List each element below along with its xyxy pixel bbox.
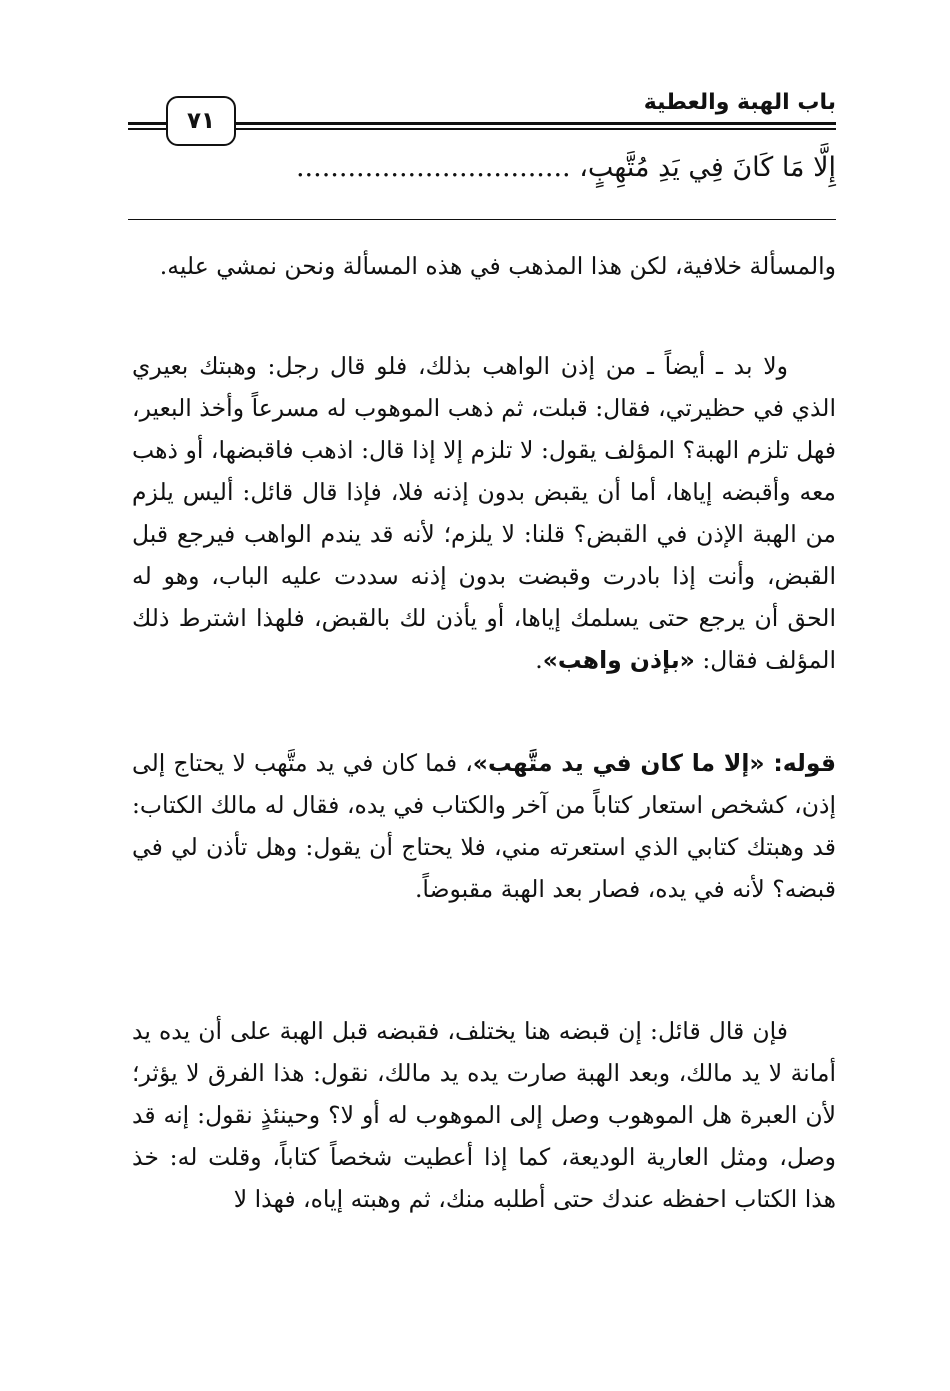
paragraph-text: والمسألة خلافية، لكن هذا المذهب في هذه المسألة ونحن نمشي عليه.	[159, 252, 836, 280]
page-number-box	[166, 96, 236, 146]
paragraph-2	[132, 345, 836, 681]
paragraph-text	[132, 345, 836, 681]
page-number: ٧١	[186, 108, 216, 134]
paragraph-body: ، فما كان في يد متَّهب لا يحتاج إلى إذن، كشخص استعار كتاباً من آخر والكتاب في يده، فقال له مالك الكتاب: قد وهبتك كتابي الذي استعرته مني، فلا يحتاج أن يقول: وهل تأذن لي في قبضه؟ لأنه في يده، فصار بعد الهبة مقبوضاً.	[132, 749, 836, 903]
paragraph-1	[132, 245, 836, 287]
matn-line	[116, 152, 836, 183]
matn-separator	[128, 219, 836, 220]
matn-dots: ................................	[295, 152, 571, 183]
matn-text: إِلَّا مَا كَانَ فِي يَدِ مُتَّهِبٍ،	[579, 152, 836, 183]
chapter-title: باب الهبة والعطية	[643, 90, 836, 115]
paragraph-text	[132, 742, 836, 910]
header-rule-left-top	[128, 122, 166, 125]
header-rule-left-bottom	[128, 128, 166, 130]
header-rule-right-top	[234, 122, 836, 125]
paragraph-text-after: .	[535, 646, 543, 674]
paragraph-text-before: ولا بد ـ أيضاً ـ من إذن الواهب بذلك، فلو قال رجل: وهبتك بعيري الذي في حظيرتي، فقال: قبلت، ثم ذهب الموهوب له مسرعاً وأخذ البعير، فهل تلزم الهبة؟ المؤلف يقول: لا تلزم إلا إذا قال: اذهب فاقبضها، أو ذهب معه وأقبضه إياها، أما أن يقبض بدون إذنه فلا، فإذا قال قائل: أليس يلزم من الهبة الإذن في القبض؟ قلنا: لا يلزم؛ لأنه قد يندم الواهب فيرجع قبل القبض، وأنت إذا بادرت وقبضت بدون إذنه سددت عليه الباب، وهو له الحق أن يرجع حتى يسلمك إياها، أو يأذن لك بالقبض، فلهذا اشترط ذلك المؤلف فقال:	[132, 352, 836, 674]
paragraph-3	[132, 742, 836, 910]
paragraph-quote: «إلا ما كان في يد متَّهب»	[472, 749, 774, 777]
header-rule-right-bottom	[234, 128, 836, 130]
paragraph-4	[132, 1010, 836, 1220]
paragraph-text: فإن قال قائل: إن قبضه هنا يختلف، فقبضه قبل الهبة على أن يده يد أمانة لا يد مالك، وبعد الهبة صارت يده يد مالك، نقول: هذا الفرق لا يؤثر؛ لأن العبرة هل الموهوب وصل إلى الموهوب له أو لا؟ وحينئذٍ نقول: إنه قد وصل، ومثل العارية الوديعة، كما إذا أعطيت شخصاً كتاباً، وقلت له: خذ هذا الكتاب احفظه عندك حتى أطلبه منك، ثم وهبته إياه، فهذا لا	[132, 1017, 836, 1213]
paragraph-lead: قوله:	[773, 749, 836, 777]
paragraph-quote: «بإذن واهب»	[542, 646, 695, 674]
